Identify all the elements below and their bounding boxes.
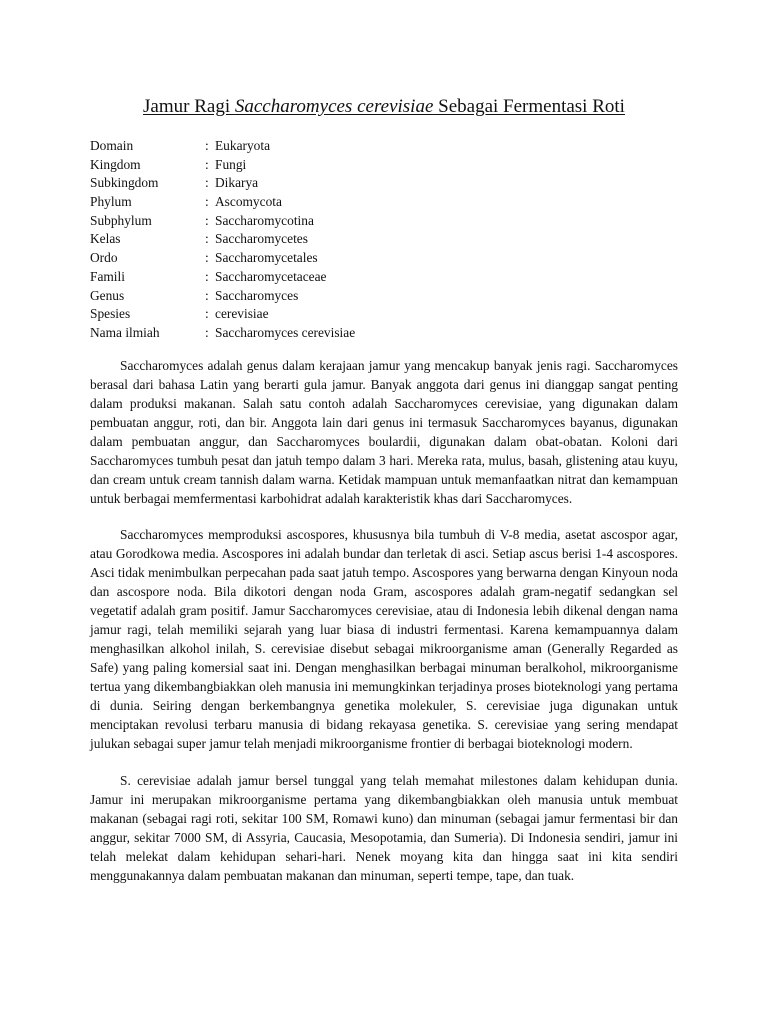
taxonomy-value: Ascomycota (215, 194, 282, 210)
taxonomy-key: Spesies (90, 306, 131, 322)
taxonomy-separator: : (205, 194, 209, 210)
title-suffix: Sebagai Fermentasi Roti (433, 96, 625, 117)
taxonomy-separator: : (205, 287, 209, 303)
taxonomy-key: Phylum (90, 194, 132, 210)
taxonomy-row-nama-ilmiah (90, 324, 678, 343)
taxonomy-key: Subphylum (90, 212, 152, 228)
taxonomy-row-subphylum (90, 212, 678, 231)
taxonomy-row-genus (90, 287, 678, 306)
body-paragraph-1: Saccharomyces adalah genus dalam kerajaan jamur yang mencakup banyak jenis ragi. Saccharomyces berasal dari bahasa Latin yang berarti gula jamur. Banyak anggota dari genus ini dianggap sangat penting dalam produksi makanan. Salah satu contoh adalah Saccharomyces cerevisiae, yang digunakan dalam pembuatan anggur, roti, dan bir. Anggota lain dari genus ini termasuk Saccharomyces bayanus, digunakan dalam pembuatan anggur, dan Saccharomyces boulardii, digunakan dalam obat-obatan. Koloni dari Saccharomyces tumbuh pesat dan jatuh tempo dalam 3 hari. Mereka rata, mulus, basah, glistening atau kuyu, dan cream untuk cream tannish dalam warna. Ketidak mampuan untuk memanfaatkan nitrat dan kemampuan untuk berbagai memfermentasi karbohidrat adalah karakteristik khas dari Saccharomyces. (90, 357, 678, 506)
taxonomy-key: Ordo (90, 250, 118, 266)
taxonomy-separator: : (205, 306, 209, 322)
taxonomy-value: Saccharomycetales (215, 250, 318, 266)
taxonomy-separator: : (205, 156, 209, 172)
body-paragraph-2: Saccharomyces memproduksi ascospores, khususnya bila tumbuh di V-8 media, asetat ascospor agar, atau Gorodkowa media. Ascospores ini adalah bundar dan terletak di asci. Setiap ascus berisi 1-4 ascospores. Asci tidak menimbulkan perpecahan pada saat jatuh tempo. Ascospores yang berwarna dengan Kinyoun noda dan ascospore noda. Bila dikotori dengan noda Gram, ascospores adalah gram-negatif sedangkan sel vegetatif adalah gram positif. Jamur Saccharomyces cerevisiae, atau di Indonesia lebih dikenal dengan nama jamur ragi, telah memiliki sejarah yang luar biasa di industri fermentasi. Karena kemampuannya dalam menghasilkan alkohol inilah, S. cerevisiae disebut sebagai mikroorganisme aman (Generally Regarded as Safe) yang paling komersial saat ini. Dengan menghasilkan berbagai minuman beralkohol, mikroorganisme tertua yang dikembangbiakkan oleh manusia ini memungkinkan terjadinya proses bioteknologi yang pertama di dunia. Seiring dengan berkembangnya genetika molekuler, S. cerevisiae juga digunakan untuk menciptakan revolusi terbaru manusia di bidang rekayasa genetika. S. cerevisiae yang sering mendapat julukan sebagai super jamur telah menjadi mikroorganisme frontier di berbagai bioteknologi modern. (90, 526, 678, 752)
taxonomy-value: Saccharomycotina (215, 212, 314, 228)
title-prefix: Jamur Ragi (143, 96, 235, 117)
taxonomy-row-famili (90, 268, 678, 287)
taxonomy-key: Kingdom (90, 156, 141, 172)
taxonomy-row-phylum (90, 193, 678, 212)
taxonomy-separator: : (205, 138, 209, 153)
taxonomy-key: Kelas (90, 231, 121, 247)
taxonomy-key: Domain (90, 138, 134, 153)
taxonomy-separator: : (205, 231, 209, 247)
taxonomy-key: Subkingdom (90, 175, 159, 191)
taxonomy-separator: : (205, 250, 209, 266)
title-species-name: Saccharomyces cerevisiae (234, 96, 434, 117)
taxonomy-row-kingdom (90, 156, 678, 175)
taxonomy-key: Famili (90, 268, 125, 284)
taxonomy-value: Saccharomyces cerevisiae (215, 324, 356, 340)
taxonomy-table (90, 137, 678, 343)
taxonomy-separator: : (205, 212, 209, 228)
taxonomy-value: cerevisiae (215, 306, 269, 322)
document-title (90, 95, 678, 119)
taxonomy-value: Fungi (215, 156, 247, 172)
taxonomy-separator: : (205, 175, 209, 191)
taxonomy-separator: : (205, 324, 209, 340)
taxonomy-value: Dikarya (215, 175, 259, 191)
body-paragraph-3: S. cerevisiae adalah jamur bersel tunggal yang telah memahat milestones dalam kehidupan dunia. Jamur ini merupakan mikroorganisme pertama yang dikembangbiakkan oleh manusia untuk membuat makanan (sebagai ragi roti, sekitar 100 SM, Romawi kuno) dan minuman (sebagai jamur fermentasi bir dan anggur, sekitar 7000 SM, di Assyria, Caucasia, Mesopotamia, dan Sumeria). Di Indonesia sendiri, jamur ini telah melekat dalam kehidupan sehari-hari. Nenek moyang kita dan hingga saat ini kita sendiri menggunakannya dalam pembuatan makanan dan minuman, seperti tempe, tape, dan tuak. (90, 772, 678, 883)
taxonomy-row-domain (90, 137, 678, 156)
taxonomy-key: Nama ilmiah (90, 324, 160, 340)
taxonomy-separator: : (205, 268, 209, 284)
taxonomy-key: Genus (90, 287, 125, 303)
taxonomy-row-spesies (90, 305, 678, 324)
taxonomy-value: Saccharomyces (215, 287, 299, 303)
taxonomy-value: Saccharomycetaceae (215, 268, 327, 284)
taxonomy-value: Eukaryota (215, 138, 271, 153)
taxonomy-row-subkingdom (90, 174, 678, 193)
taxonomy-row-ordo (90, 249, 678, 268)
taxonomy-value: Saccharomycetes (215, 231, 308, 247)
taxonomy-row-kelas (90, 230, 678, 249)
